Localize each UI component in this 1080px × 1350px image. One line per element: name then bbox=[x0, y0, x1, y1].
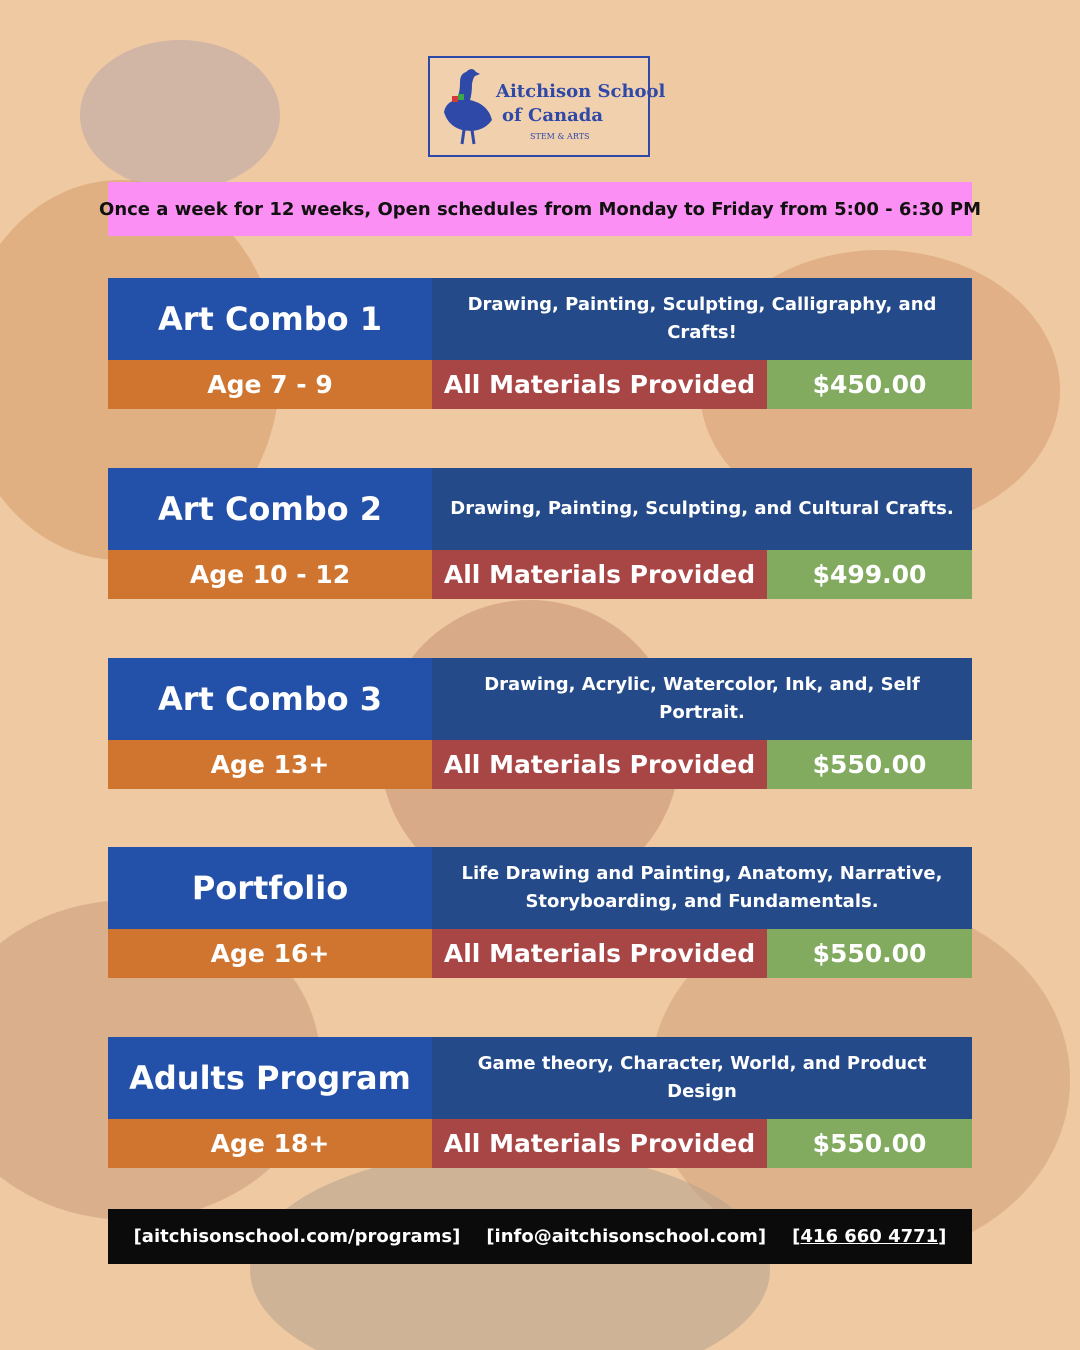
program-description: Drawing, Acrylic, Watercolor, Ink, and, Self Portrait. bbox=[432, 658, 972, 740]
program-materials: All Materials Provided bbox=[432, 360, 767, 409]
program-name: Portfolio bbox=[108, 847, 432, 929]
program-card-art-combo-1 bbox=[108, 278, 972, 409]
logo-line-2: of Canada bbox=[502, 105, 604, 126]
school-logo bbox=[428, 56, 666, 157]
program-description: Drawing, Painting, Sculpting, and Cultural Crafts. bbox=[432, 468, 972, 550]
program-description: Drawing, Painting, Sculpting, Calligraphy, and Crafts! bbox=[432, 278, 972, 360]
program-card-adults bbox=[108, 1037, 972, 1168]
program-age: Age 18+ bbox=[108, 1119, 432, 1168]
goose-icon bbox=[438, 64, 494, 150]
email-link[interactable]: [info@aitchisonschool.com] bbox=[486, 1226, 767, 1247]
program-card-art-combo-2 bbox=[108, 468, 972, 599]
contact-footer bbox=[108, 1209, 972, 1264]
logo-tagline: STEM & ARTS bbox=[530, 132, 590, 141]
program-price: $550.00 bbox=[767, 1119, 972, 1168]
website-link[interactable]: [aitchisonschool.com/programs] bbox=[133, 1226, 461, 1247]
program-price: $499.00 bbox=[767, 550, 972, 599]
program-name: Adults Program bbox=[108, 1037, 432, 1119]
program-materials: All Materials Provided bbox=[432, 929, 767, 978]
program-age: Age 10 - 12 bbox=[108, 550, 432, 599]
program-price: $550.00 bbox=[767, 740, 972, 789]
program-description: Life Drawing and Painting, Anatomy, Narrative, Storyboarding, and Fundamentals. bbox=[432, 847, 972, 929]
phone-bracket-open: [ bbox=[792, 1226, 801, 1247]
program-description: Game theory, Character, World, and Product Design bbox=[432, 1037, 972, 1119]
program-name: Art Combo 1 bbox=[108, 278, 432, 360]
schedule-banner: Once a week for 12 weeks, Open schedules from Monday to Friday from 5:00 - 6:30 PM bbox=[108, 182, 972, 236]
program-name: Art Combo 2 bbox=[108, 468, 432, 550]
program-materials: All Materials Provided bbox=[432, 550, 767, 599]
program-age: Age 13+ bbox=[108, 740, 432, 789]
program-card-art-combo-3 bbox=[108, 658, 972, 789]
program-age: Age 16+ bbox=[108, 929, 432, 978]
phone-number[interactable]: 416 660 4771 bbox=[800, 1226, 939, 1247]
program-materials: All Materials Provided bbox=[432, 740, 767, 789]
program-materials: All Materials Provided bbox=[432, 1119, 767, 1168]
phone-link[interactable] bbox=[792, 1226, 946, 1247]
program-card-portfolio bbox=[108, 847, 972, 978]
logo-line-1: Aitchison School bbox=[496, 81, 666, 102]
phone-bracket-close: ] bbox=[938, 1226, 947, 1247]
program-price: $450.00 bbox=[767, 360, 972, 409]
program-age: Age 7 - 9 bbox=[108, 360, 432, 409]
program-name: Art Combo 3 bbox=[108, 658, 432, 740]
program-price: $550.00 bbox=[767, 929, 972, 978]
